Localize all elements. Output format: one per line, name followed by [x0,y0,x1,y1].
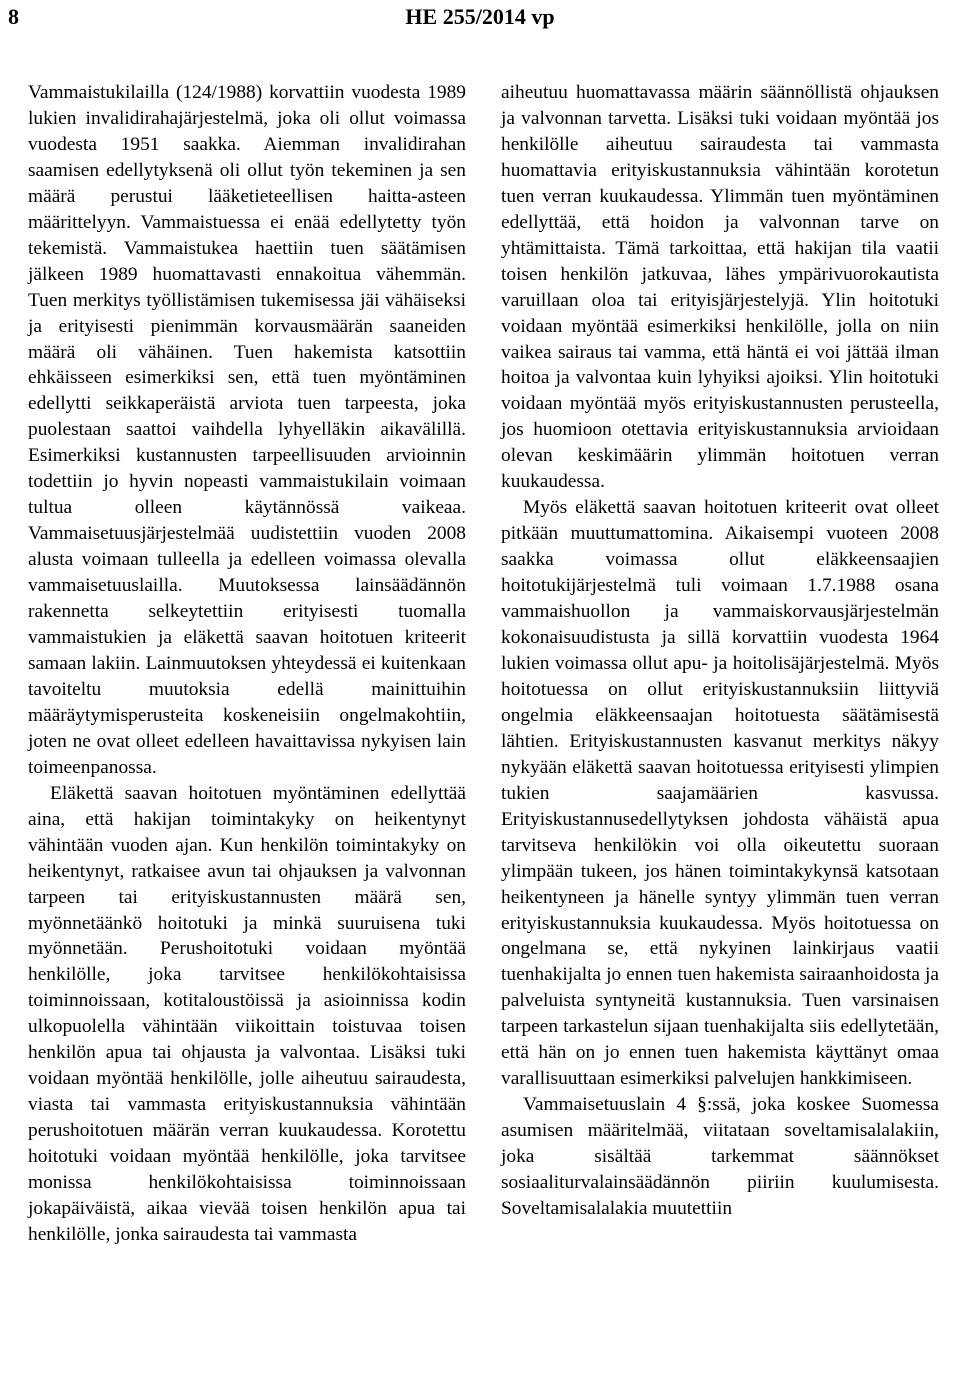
paragraph: Myös eläkettä saavan hoitotuen kriteerit ovat olleet pitkään muuttumattomina. Aikaisempi vuoteen 2008 saakka voimassa ollut eläkkeensaajien hoitotukijärjestelmä tuli voimaan 1.7.1988 osana vammaishuollon ja vammaiskorvausjärjestelmän kokonaisuudistusta ja sillä korvattiin vuodesta 1964 lukien voimassa ollut apu- ja hoitolisäjärjestelmä. Myös hoitotuessa on ollut erityiskustannuksiin liittyviä ongelmia eläkkeensaajan hoitotuesta säätämisestä lähtien. Erityiskustannusten kasvanut merkitys näkyy nykyään eläkettä saavan hoitotuessa erityisesti ylimpien tukien saajamäärien kasvussa. Erityiskustannusedellytyksen johdosta vähäistä apua tarvitseva henkilökin voi olla oikeutettu suoraan ylimpään tukeen, jos hänen toimintakykynsä katsotaan heikentyneen ja hänelle syntyy ylimmän tuen verran erityiskustannuksia kuukaudessa. Myös hoitotuessa on ongelmana se, että nykyinen lainkirjaus vaatii tuenhakijalta jo ennen tuen hakemista sairaanhoidosta ja palveluista syntyneitä kustannuksia. Tuen varsinaisen tarpeen tarkastelun sijaan tuenhakijalta siis edellytetään, että hän on jo ennen tuen hakemista käyttänyt omaa varallisuuttaan esimerkiksi palvelujen hankkimiseen. [501,497,939,1090]
page-number: 8 [8,4,19,29]
paragraph: Vammaistukilailla (124/1988) korvattiin vuodesta 1989 lukien invalidirahajärjestelmä, joka oli ollut voimassa vuodesta 1951 saakka. Aiemman invalidirahan saamisen edellytyksenä oli ollut työn tekeminen ja sen määrä perustui lääketieteellisen haitta-asteen määrittelyyn. Vammaistuessa ei enää edellytetty työn tekemistä. Vammaistukea haettiin tuen säätämisen jälkeen 1989 huomattavasti ennakoitua vähemmän. Tuen merkitys työllistämisen tukemisessa jäi vähäiseksi ja erityisesti pienimmän korvausmäärän saaneiden määrä oli vähäinen. Tuen hakemista katsottiin ehkäisseen esimerkiksi sen, että tuen myöntäminen edellytti seikkaperäistä arviota tuen tarpeesta, joka puolestaan saattoi vaihdella lyhyelläkin aikavälillä. Esimerkiksi kustannusten tarpeellisuuden arvioinnin todettiin jo hyvin nopeasti vammaistukilain voimaan tultua olleen käytännössä vaikeaa. Vammaisetuusjärjestelmää uudistettiin vuoden 2008 alusta voimaan tulleella ja edelleen voimassa olevalla vammaisetuuslailla. Muutoksessa lainsäädännön rakennetta selkeytettiin erityisesti tuomalla vammaistukien ja eläkettä saavan hoitotuen kriteerit samaan lakiin. Lainmuutoksen yhteydessä ei kuitenkaan tavoiteltu muutoksia edellä mainittuihin määräytymisperusteita koskeneisiin ongelmakohtiin, joten ne ovat olleet edelleen havaittavissa nykyisen lain toimeenpanossa. [28,82,466,778]
paragraph: Eläkettä saavan hoitotuen myöntäminen edellyttää aina, että hakijan toimintakyky on heikentynyt vähintään vuoden ajan. Kun henkilön toimintakyky on heikentynyt, ratkaisee avun tai ohjauksen ja valvonnan tarpeen tai erityiskustannusten määrä sen, myönnetäänkö hoitotuki ja minkä suuruisena tuki myönnetään. Perushoitotuki voidaan myöntää henkilölle, joka tarvitsee henkilökohtaisissa toiminnoissaan, kotitaloustöissä ja asioinnissa kodin ulkopuolella vähintään viikoittain toistuvaa toisen henkilön apua tai ohjausta ja valvontaa. Lisäksi tuki voidaan myöntää henkilölle, jolle aiheutuu sairaudesta, viasta tai vammasta erityiskustannuksia vähintään perushoitotuen määrän verran kuukaudessa. Korotettu hoitotuki voidaan myöntää henkilölle, joka tarvitsee monissa henkilökohtaisissa toiminnoissaan jokapäiväistä, aikaa vievää toisen henkilön apua tai henkilölle, jonka sairaudesta tai vammasta [28,782,466,1245]
right-column [501,80,939,1222]
paragraph: Vammaisetuuslain 4 §:ssä, joka koskee Suomessa asumisen määritelmää, viitataan soveltamisalalakiin, joka sisältää tarkemmat säännökset sosiaaliturvalainsäädännön piiriin kuulumisesta. Soveltamisalalakia muutettiin [501,1094,939,1219]
page-header [0,2,960,34]
left-column [28,80,466,1248]
document-identifier: HE 255/2014 vp [405,4,555,29]
paragraph: aiheutuu huomattavassa määrin säännöllistä ohjauksen ja valvonnan tarvetta. Lisäksi tuki voidaan myöntää jos henkilölle aiheutuu sairaudesta tai vammasta huomattavia erityiskustannuksia vähintään korotetun tuen verran kuukaudessa. Ylimmän tuen myöntäminen edellyttää, että hoidon ja valvonnan tarve on yhtämittaista. Tämä tarkoittaa, että hakijan tila vaatii toisen henkilön jatkuvaa, lähes ympärivuorokautista varuillaan oloa tai erityisjärjestelyjä. Ylin hoitotuki voidaan myöntää esimerkiksi henkilölle, jolla on niin vaikea sairaus tai vamma, että häntä ei voi jättää ilman hoitoa ja valvontaa kuin lyhyiksi ajoiksi. Ylin hoitotuki voidaan myöntää myös erityiskustannusten perusteella, jos huomioon otettavia erityiskustannuksia arvioidaan olevan keskimäärin ylimmän hoitotuen verran kuukaudessa. [501,82,939,493]
